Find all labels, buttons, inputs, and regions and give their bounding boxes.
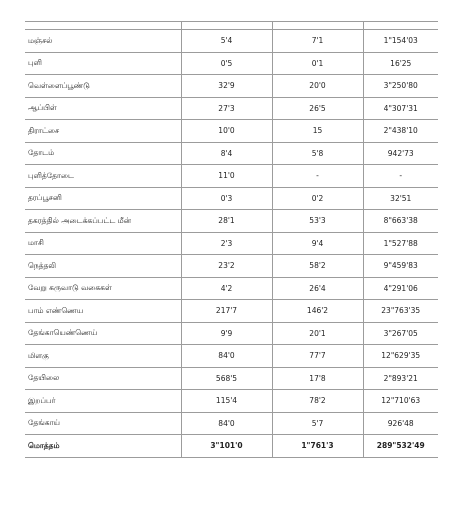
item-name-cell: புளி xyxy=(25,52,181,75)
value-cell-2: 146'2 xyxy=(272,300,363,323)
value-cell-3: 16'25 xyxy=(363,52,438,75)
header-cell xyxy=(181,22,272,30)
item-name-cell: ஆப்பிள் xyxy=(25,97,181,120)
table-row xyxy=(25,142,438,165)
item-name-cell: தகரத்தில் அடைக்கப்பட்ட மீன் xyxy=(25,210,181,233)
value-cell-2: - xyxy=(272,165,363,188)
table-row xyxy=(25,345,438,368)
table-row xyxy=(25,210,438,233)
table-row xyxy=(25,75,438,98)
item-name-cell: இறப்பர் xyxy=(25,390,181,413)
value-cell-3: 1"154'03 xyxy=(363,30,438,53)
value-cell-1: 9'9 xyxy=(181,322,272,345)
table-row xyxy=(25,390,438,413)
total-value-cell-1: 3"101'0 xyxy=(181,435,272,458)
value-cell-3: 3"267'05 xyxy=(363,322,438,345)
value-cell-3: 3"250'80 xyxy=(363,75,438,98)
value-cell-2: 53'3 xyxy=(272,210,363,233)
value-cell-3: 2"893'21 xyxy=(363,367,438,390)
value-cell-2: 5'8 xyxy=(272,142,363,165)
table-header-row xyxy=(25,22,438,30)
value-cell-1: 0'3 xyxy=(181,187,272,210)
value-cell-1: 5'4 xyxy=(181,30,272,53)
commodity-table xyxy=(25,21,438,458)
item-name-cell: தேங்காய் xyxy=(25,412,181,435)
value-cell-1: 568'5 xyxy=(181,367,272,390)
value-cell-1: 11'0 xyxy=(181,165,272,188)
value-cell-3: - xyxy=(363,165,438,188)
table-row xyxy=(25,412,438,435)
table-row xyxy=(25,187,438,210)
value-cell-1: 32'9 xyxy=(181,75,272,98)
item-name-cell: தேயிலை xyxy=(25,367,181,390)
table-row xyxy=(25,30,438,53)
value-cell-1: 217'7 xyxy=(181,300,272,323)
table-row xyxy=(25,322,438,345)
item-name-cell: வெள்ளைப்பூண்டு xyxy=(25,75,181,98)
value-cell-1: 28'1 xyxy=(181,210,272,233)
item-name-cell: புளித்தோடை xyxy=(25,165,181,188)
value-cell-3: 4"307'31 xyxy=(363,97,438,120)
value-cell-3: 2"438'10 xyxy=(363,120,438,143)
table-row xyxy=(25,120,438,143)
value-cell-2: 26'5 xyxy=(272,97,363,120)
value-cell-1: 8'4 xyxy=(181,142,272,165)
value-cell-3: 8"663'38 xyxy=(363,210,438,233)
value-cell-1: 84'0 xyxy=(181,345,272,368)
table-row xyxy=(25,277,438,300)
table-row xyxy=(25,255,438,278)
value-cell-2: 7'1 xyxy=(272,30,363,53)
value-cell-1: 23'2 xyxy=(181,255,272,278)
item-name-cell: மாசி xyxy=(25,232,181,255)
value-cell-1: 10'0 xyxy=(181,120,272,143)
header-cell xyxy=(25,22,181,30)
value-cell-2: 58'2 xyxy=(272,255,363,278)
item-name-cell: மிளகு xyxy=(25,345,181,368)
value-cell-1: 2'3 xyxy=(181,232,272,255)
value-cell-3: 942'73 xyxy=(363,142,438,165)
value-cell-2: 26'4 xyxy=(272,277,363,300)
value-cell-3: 926'48 xyxy=(363,412,438,435)
value-cell-1: 0'5 xyxy=(181,52,272,75)
value-cell-3: 1"527'88 xyxy=(363,232,438,255)
value-cell-2: 17'8 xyxy=(272,367,363,390)
table-row xyxy=(25,52,438,75)
item-name-cell: நெத்தலி xyxy=(25,255,181,278)
value-cell-1: 115'4 xyxy=(181,390,272,413)
value-cell-1: 84'0 xyxy=(181,412,272,435)
item-name-cell: பாம் எண்ணெய xyxy=(25,300,181,323)
value-cell-2: 0'1 xyxy=(272,52,363,75)
value-cell-2: 0'2 xyxy=(272,187,363,210)
value-cell-3: 9"459'83 xyxy=(363,255,438,278)
table-row xyxy=(25,367,438,390)
total-value-cell-2: 1"761'3 xyxy=(272,435,363,458)
item-name-cell: வேறு கருவாடு வகைகள் xyxy=(25,277,181,300)
value-cell-3: 23"763'35 xyxy=(363,300,438,323)
total-value-cell-3: 289"532'49 xyxy=(363,435,438,458)
value-cell-2: 20'1 xyxy=(272,322,363,345)
table-row xyxy=(25,97,438,120)
total-row xyxy=(25,435,438,458)
value-cell-2: 78'2 xyxy=(272,390,363,413)
item-name-cell: திராட்சை xyxy=(25,120,181,143)
value-cell-2: 77'7 xyxy=(272,345,363,368)
value-cell-2: 15 xyxy=(272,120,363,143)
item-name-cell: தோடம் xyxy=(25,142,181,165)
header-cell xyxy=(272,22,363,30)
value-cell-1: 4'2 xyxy=(181,277,272,300)
table-row xyxy=(25,165,438,188)
value-cell-3: 12"710'63 xyxy=(363,390,438,413)
value-cell-2: 20'0 xyxy=(272,75,363,98)
item-name-cell: மஞ்சல் xyxy=(25,30,181,53)
table-row xyxy=(25,300,438,323)
table-row xyxy=(25,232,438,255)
value-cell-3: 12"629'35 xyxy=(363,345,438,368)
value-cell-2: 9'4 xyxy=(272,232,363,255)
item-name-cell: தரப்பூசனி xyxy=(25,187,181,210)
value-cell-1: 27'3 xyxy=(181,97,272,120)
value-cell-2: 5'7 xyxy=(272,412,363,435)
value-cell-3: 32'51 xyxy=(363,187,438,210)
total-label-cell: மொத்தம் xyxy=(25,435,181,458)
item-name-cell: தேங்காயெண்ணெய் xyxy=(25,322,181,345)
header-cell xyxy=(363,22,438,30)
value-cell-3: 4"291'06 xyxy=(363,277,438,300)
